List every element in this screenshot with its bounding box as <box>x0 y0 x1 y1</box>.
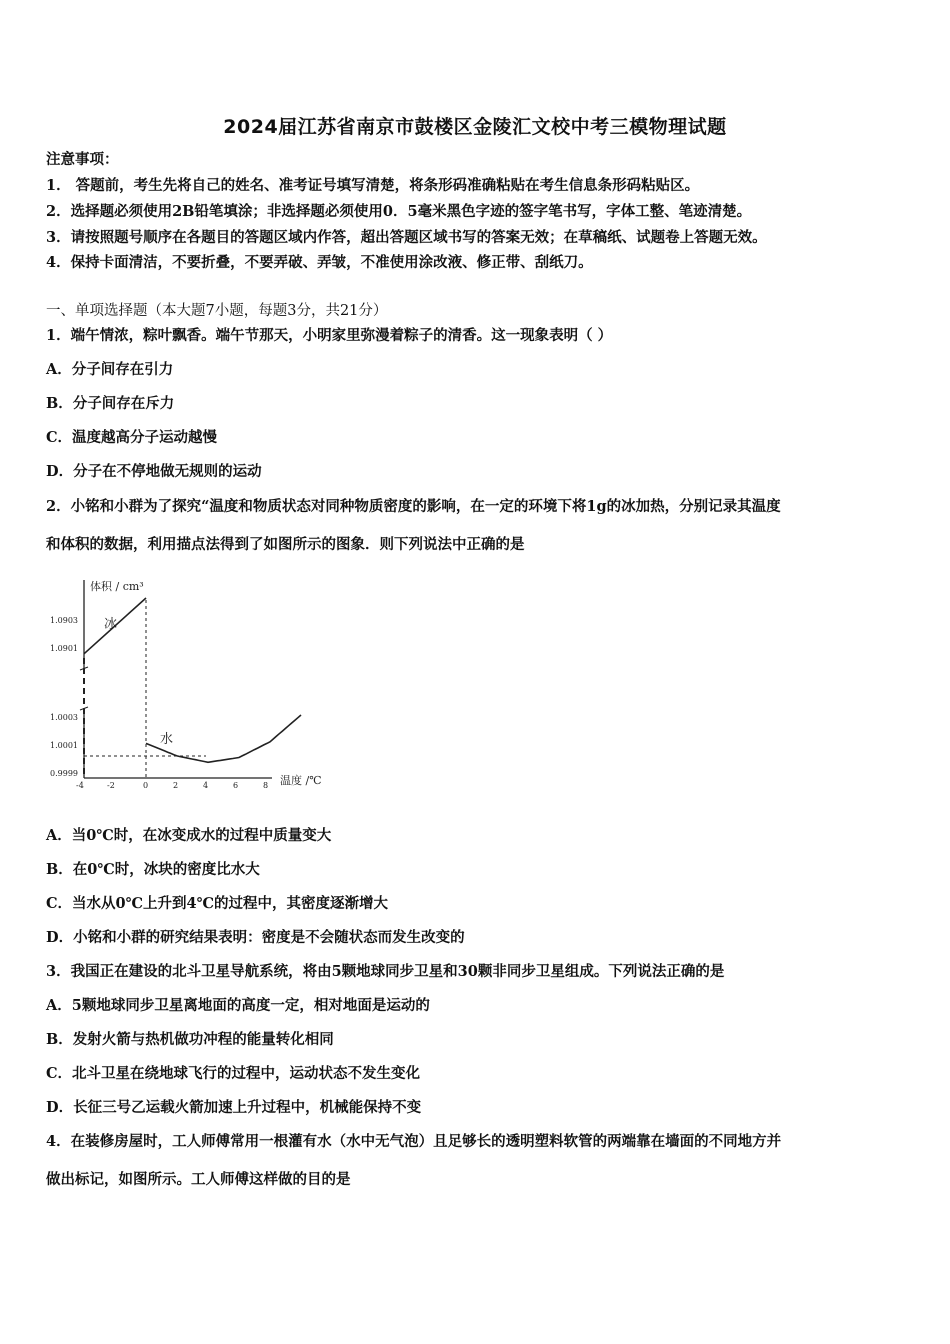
annotation-ice: 冰 <box>104 617 118 632</box>
y-tick-upper-0: 1.0903 <box>50 616 78 625</box>
q1-option-a: A．分子间存在引力 <box>46 361 174 378</box>
q3-option-b: B．发射火箭与热机做功冲程的能量转化相同 <box>46 1031 334 1048</box>
q3-option-d: D．长征三号乙运载火箭加速上升过程中，机械能保持不变 <box>46 1099 422 1116</box>
x-tick-4: 4 <box>203 781 209 790</box>
q4-stem-line1: 4．在装修房屋时，工人师傅常用一根灌有水（水中无气泡）且足够长的透明塑料软管的两端靠在墙面的不同地方并 <box>46 1133 782 1150</box>
q2-stem-line1: 2．小铭和小群为了探究“温度和物质状态对同种物质密度的影响，在一定的环境下将1g的冰加热，分别记录其温度 <box>46 498 781 515</box>
q1-option-b: B．分子间存在斥力 <box>46 395 175 412</box>
notice-item-4: 4．保持卡面清洁，不要折叠，不要弄破、弄皱，不准使用涂改液、修正带、刮纸刀。 <box>46 254 593 271</box>
q2-option-c: C．当水从0℃上升到4℃的过程中，其密度逐渐增大 <box>46 895 388 912</box>
x-tick-3: 2 <box>173 781 179 790</box>
volume-temperature-chart <box>40 570 350 800</box>
q3-option-a: A．5颗地球同步卫星离地面的高度一定，相对地面是运动的 <box>46 997 430 1014</box>
q3-option-c: C．北斗卫星在绕地球飞行的过程中，运动状态不发生变化 <box>46 1065 421 1082</box>
page-title: 2024届江苏省南京市鼓楼区金陵汇文校中考三模物理试题 <box>223 116 727 138</box>
section-heading: 一、单项选择题（本大题7小题，每题3分，共21分） <box>46 303 388 319</box>
notice-item-3: 3．请按照题号顺序在各题目的答题区域内作答，超出答题区域书写的答案无效；在草稿纸、试题卷上答题无效。 <box>46 229 767 246</box>
x-tick-2: 0 <box>143 781 149 790</box>
notice-item-1: 1． 答题前，考生先将自己的姓名、准考证号填写清楚，将条形码准确粘贴在考生信息条形码粘贴区。 <box>46 177 700 194</box>
x-axis-label: 温度 /℃ <box>280 774 322 787</box>
q1-option-c: C．温度越高分子运动越慢 <box>46 429 218 446</box>
q4-stem-line2: 做出标记，如图所示。工人师傅这样做的目的是 <box>46 1171 351 1188</box>
x-tick-0: -4 <box>76 781 84 790</box>
y-tick-lower-1: 1.0001 <box>50 741 78 750</box>
q1-option-d: D．分子在不停地做无规则的运动 <box>46 463 262 480</box>
q2-option-b: B．在0℃时，冰块的密度比水大 <box>46 861 260 878</box>
x-tick-5: 6 <box>233 781 239 790</box>
y-tick-lower-0: 1.0003 <box>50 713 78 722</box>
notice-heading: 注意事项： <box>46 151 119 168</box>
x-tick-6: 8 <box>263 781 269 790</box>
q3-stem: 3．我国正在建设的北斗卫星导航系统，将由5颗地球同步卫星和30颗非同步卫星组成。下列说法正确的是 <box>46 963 725 980</box>
notice-item-2: 2．选择题必须使用2B铅笔填涂；非选择题必须使用0．5毫米黑色字迹的签字笔书写，字体工整、笔迹清楚。 <box>46 203 752 220</box>
annotation-water: 水 <box>160 732 174 747</box>
q2-stem-line2: 和体积的数据，利用描点法得到了如图所示的图象．则下列说法中正确的是 <box>46 536 525 553</box>
y-tick-upper-1: 1.0901 <box>50 644 78 653</box>
q1-stem: 1．端午情浓，粽叶飘香。端午节那天，小明家里弥漫着粽子的清香。这一现象表明（ ） <box>46 327 613 344</box>
y-tick-lower-2: 0.9999 <box>50 769 78 778</box>
q2-option-a: A．当0℃时，在冰变成水的过程中质量变大 <box>46 827 332 844</box>
q2-option-d: D．小铭和小群的研究结果表明：密度是不会随状态而发生改变的 <box>46 929 465 946</box>
x-tick-1: -2 <box>107 781 115 790</box>
y-axis-label: 体积 / cm³ <box>90 580 144 593</box>
